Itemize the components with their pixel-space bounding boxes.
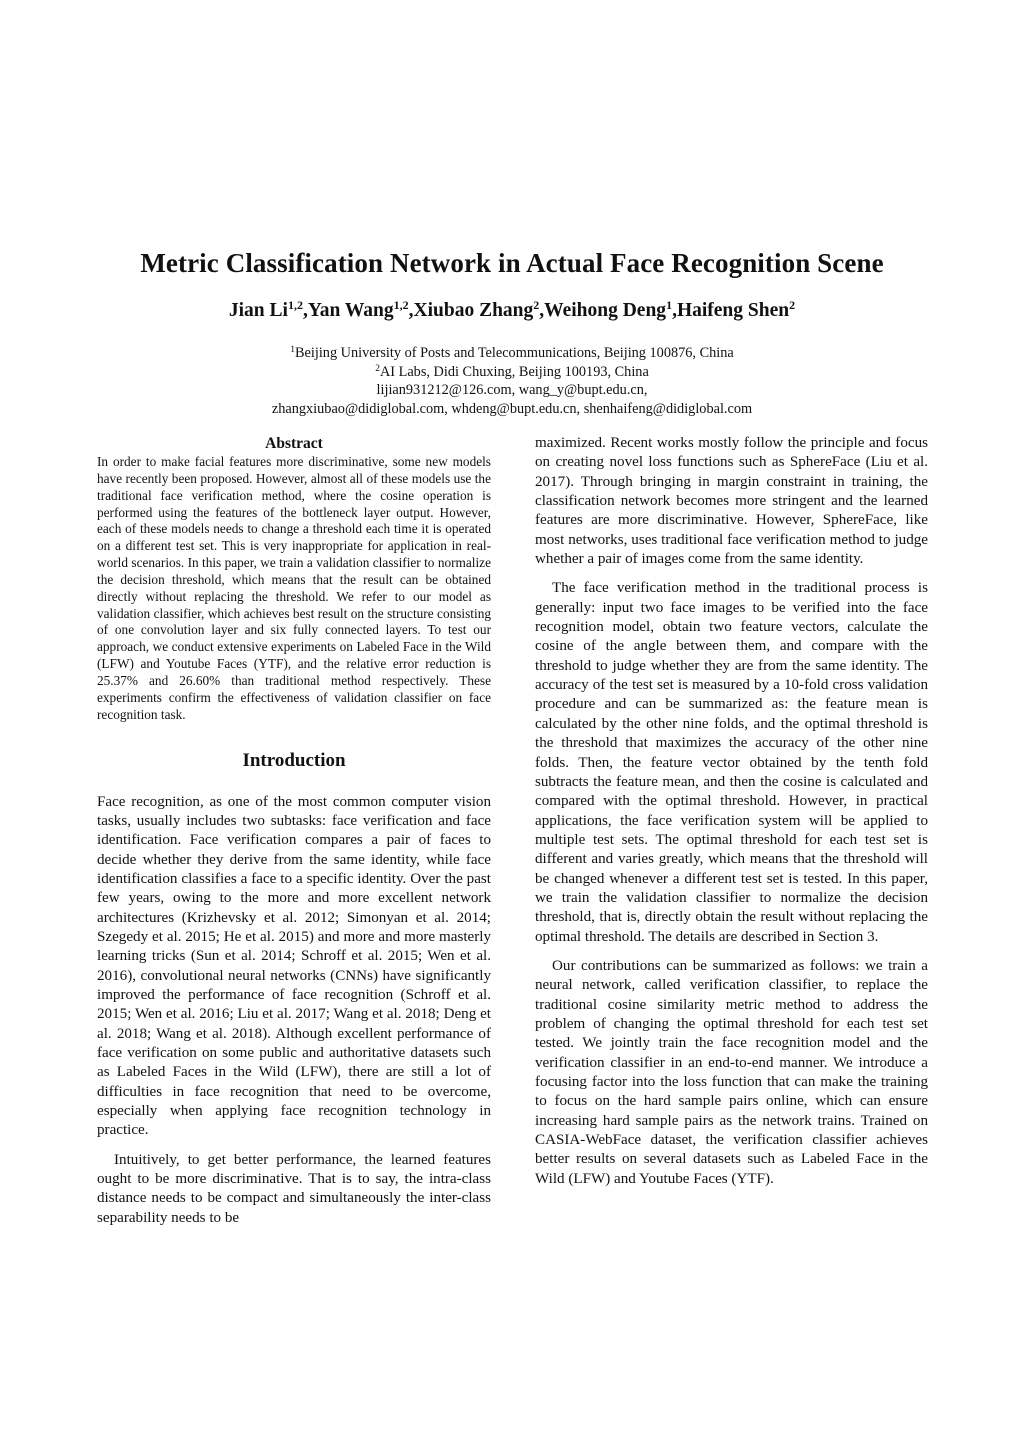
author-name: Xiubao Zhang xyxy=(413,300,534,321)
right-column xyxy=(535,434,928,1189)
affiliation-line xyxy=(0,363,1024,382)
abstract-text: In order to make facial features more discriminative, some new models have recently been proposed. However, almost all of these models use the traditional face verification method, where the cosine operation is performed using the features of the bottleneck layer output. However, each of these models needs to change a threshold each time it is operated on a different test set. This is very inappropriate for application in real-world scenarios. In this paper, we train a validation classifier to normalize the decision threshold, which means that the result can be obtained directly without replacing the threshold. We refer to our model as validation classifier, which achieves best result on the structure consisting of one convolution layer and six fully connected layers. To test our approach, we conduct extensive experiments on Labeled Face in the Wild (LFW) and Youtube Faces (YTF), and the relative error reduction is 25.37% and 26.60% than traditional method respectively. These experiments confirm the effectiveness of validation classifier on face recognition task. xyxy=(97,454,491,722)
email-line: lijian931212@126.com, wang_y@bupt.edu.cn, xyxy=(376,382,648,398)
author-affiliation-mark: 2 xyxy=(789,298,796,312)
introduction-heading: Introduction xyxy=(242,749,346,771)
affiliation-block xyxy=(0,344,1024,418)
email-line: zhangxiubao@didiglobal.com, whdeng@bupt.edu.cn, shenhaifeng@didiglobal.com xyxy=(271,400,753,417)
affiliation-line xyxy=(0,344,1024,363)
author-list: Jian Li$^{1,2}$,Yan Wang$^{1,2}$,Xiubao Zhang$^2$,Weihong Deng$^1$,Haifeng Shen$^2$ xyxy=(228,298,796,321)
paragraph: maximized. Recent works mostly follow the principle and focus on creating novel loss functions such as SphereFace (Liu et al. 2017). Through bringing in margin constraint in training, the classification network becomes more stringent and the learned features are more discriminative. However, SphereFace, like most networks, uses traditional face verification method to judge whether a pair of images come from the same identity. xyxy=(535,435,928,568)
author-name: Weihong Deng xyxy=(544,300,667,321)
author-affiliation-mark: 1 xyxy=(666,298,673,312)
paragraph: Our contributions can be summarized as follows: we train a neural network, called verification classifier, to replace the traditional cosine similarity metric method to address the problem of changing the optimal threshold for each test set tested. We jointly train the face recognition model and the verification classifier in an end-to-end manner. We introduce a focusing factor into the loss function that can make the training to focus on the hard sample pairs online, which can ensure increasing hard sample pairs as the network trains. Trained on CASIA-WebFace dataset, the verification classifier achieves better results on several datasets such as Labeled Face in the Wild (LFW) and Youtube Faces (YTF). xyxy=(535,957,928,1187)
author-affiliation-mark: 1,2 xyxy=(393,298,409,312)
affiliation-number: 1 xyxy=(290,345,295,355)
paragraph: Face recognition, as one of the most common computer vision tasks, usually includes two subtasks: face verification and face identification. Face verification compares a pair of faces to decide whether they derive from the same identity, while face identification classifies a face to a specific identity. Over the past few years, owing to the more and more excellent network architectures (Krizhevsky et al. 2012; Simonyan et al. 2014; Szegedy et al. 2015; He et al. 2015) and more and more masterly learning tricks (Sun et al. 2014; Schroff et al. 2015; Wen et al. 2016), convolutional neural networks (CNNs) have significantly improved the performance of face recognition (Schroff et al. 2015; Wen et al. 2016; Liu et al. 2017; Wang et al. 2018; Deng et al. 2018; Wang et al. 2018). Although excellent performance of face verification on some public and authoritative datasets such as Labeled Faces in the Wild (LFW), there are still a lot of difficulties in face recognition that need to be overcome, especially when applying face recognition technology in practice. xyxy=(97,793,491,1139)
paragraph: The face verification method in the traditional process is generally: input two face images to be verified into the face recognition model, obtain two feature vectors, calculate the cosine of the angle between them, and compare with the threshold to judge whether they are from the same identity. The accuracy of the test set is measured by a 10-fold cross validation procedure and can be summarized as: the feature mean is calculated by the other nine folds, and the optimal threshold is the threshold that maximizes the accuracy of the other nine folds. Then, the feature vector obtained by the tenth fold subtracts the feature mean, and then the cosine is calculated and compared with the optimal threshold. However, in practical applications, the face verification system will be applied to multiple test sets. The optimal threshold for each test set is different and varies greatly, which means that the threshold will be changed whenever a different test set is tested. In this paper, we train the validation classifier to normalize the decision threshold, that is, directly obtain the result without replacing the optimal threshold. The details are described in Section 3. xyxy=(535,580,928,945)
author-name: Haifeng Shen xyxy=(676,300,790,321)
affiliation-text: Beijing University of Posts and Telecommunications, Beijing 100876, China xyxy=(295,345,734,361)
affiliation-text: AI Labs, Didi Chuxing, Beijing 100193, China xyxy=(379,363,649,380)
author-name: Jian Li xyxy=(228,300,288,321)
affiliation-number: 2 xyxy=(375,363,380,374)
paper-title: Metric Classification Network in Actual Face Recognition Scene xyxy=(140,248,884,278)
author-affiliation-mark: 2 xyxy=(533,298,540,312)
left-column xyxy=(97,434,491,1228)
paragraph: Intuitively, to get better performance, the learned features ought to be more discriminative. That is to say, the intra-class distance needs to be compact and simultaneously the inter-class separability needs to be xyxy=(97,1151,491,1226)
abstract-heading: Abstract xyxy=(265,435,323,452)
author-name: Yan Wang xyxy=(307,300,394,321)
author-affiliation-mark: 1,2 xyxy=(287,298,303,312)
